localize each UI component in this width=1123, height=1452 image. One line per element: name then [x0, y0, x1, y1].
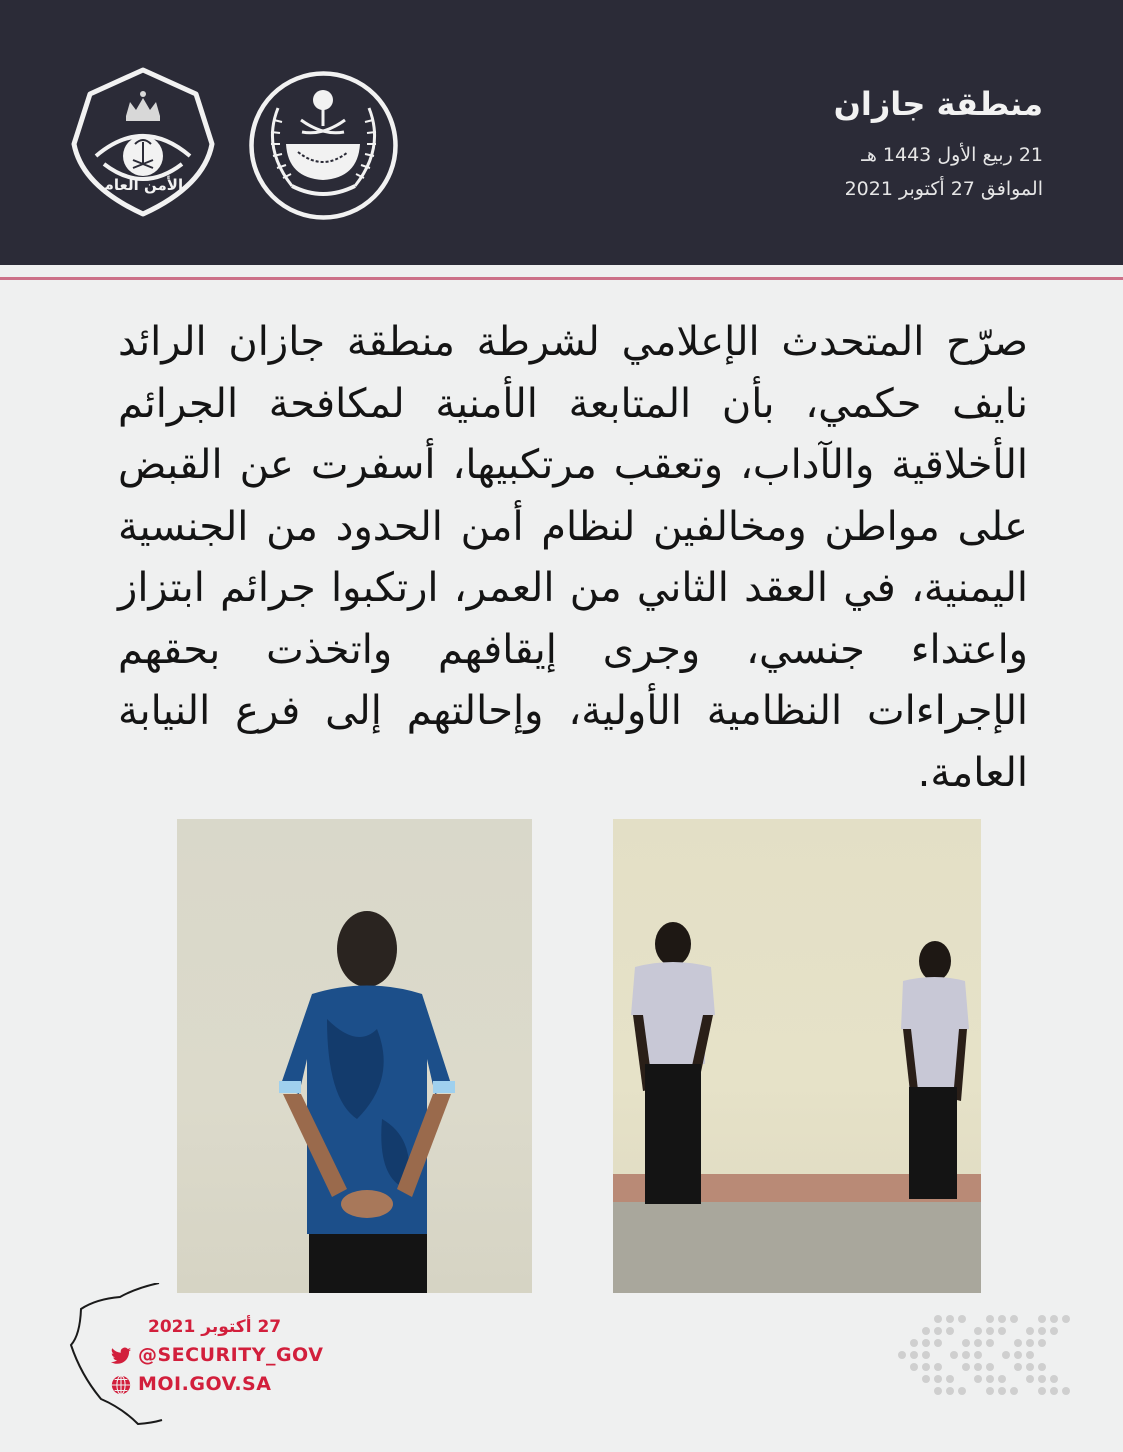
suspect-photo-1	[177, 819, 532, 1293]
decorative-dot-pattern-icon	[890, 1310, 1070, 1400]
globe-icon	[110, 1374, 132, 1396]
photo-1-illustration	[177, 819, 532, 1293]
twitter-link[interactable]	[110, 1341, 323, 1370]
header-text-block	[834, 82, 1043, 206]
press-statement: صرّح المتحدث الإعلامي لشرطة منطقة جازان الرائد نايف حكمي، بأن المتابعة الأمنية لمكافحة الجرائم الأخلاقية والآداب، وتعقب مرتكبيها، أسفرت عن القبض على مواطن ومخالفين لنظام أمن الحدود من الجنسية اليمنية، في العقد الثاني من العمر، ارتكبوا جرائم ابتزاز واعتداء جنسي، وجرى إيقافهم واتخذت بحقهم الإجراءات النظامية الأولية، وإحالتهم إلى فرع النيابة العامة.	[118, 319, 1028, 796]
header-banner	[0, 0, 1123, 265]
website-url: MOI.GOV.SA	[138, 1373, 272, 1395]
public-security-badge-icon	[68, 64, 218, 219]
photo-2-illustration	[613, 819, 981, 1293]
suspect-photo-2	[613, 819, 981, 1293]
twitter-icon	[110, 1345, 132, 1367]
website-link[interactable]	[110, 1370, 323, 1399]
accent-divider	[0, 277, 1123, 280]
svg-text:الأمن العام: الأمن العام	[102, 176, 184, 194]
twitter-handle: @SECURITY_GOV	[138, 1344, 324, 1366]
hijri-date: 21 ربيع الأول 1443 هـ	[861, 144, 1043, 166]
region-title: منطقة جازان	[833, 85, 1043, 123]
gregorian-date: الموافق 27 أكتوبر 2021	[844, 178, 1043, 200]
footer-date: 27 أكتوبر 2021	[148, 1317, 282, 1337]
ministry-of-interior-emblem-icon	[246, 68, 401, 223]
footer-info	[110, 1313, 323, 1399]
